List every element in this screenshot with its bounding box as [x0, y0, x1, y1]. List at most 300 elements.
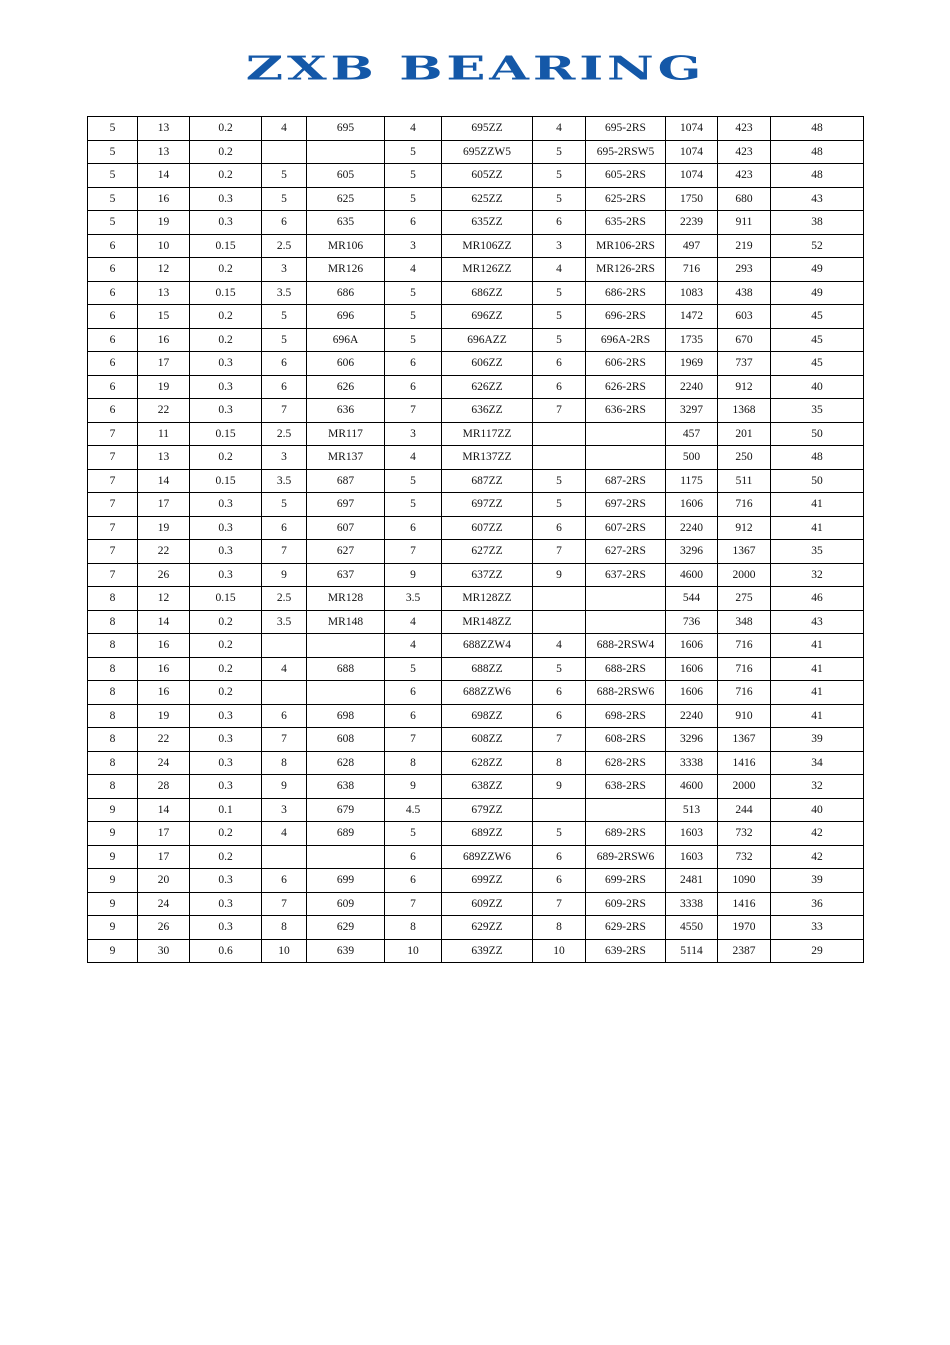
table-cell: 8 [88, 657, 138, 681]
table-cell: 716 [718, 681, 771, 705]
table-cell: 636ZZ [442, 399, 533, 423]
table-cell: MR128ZZ [442, 587, 533, 611]
table-cell: 9 [88, 798, 138, 822]
table-cell: 696A-2RS [586, 328, 666, 352]
table-cell: 626-2RS [586, 375, 666, 399]
table-cell: 679 [307, 798, 385, 822]
table-cell: 19 [138, 211, 190, 235]
table-cell: 22 [138, 399, 190, 423]
table-cell: 1606 [666, 634, 718, 658]
table-cell: 687ZZ [442, 469, 533, 493]
table-cell: 0.2 [190, 634, 262, 658]
table-cell: 5 [88, 164, 138, 188]
table-cell: 3 [262, 798, 307, 822]
table-cell [307, 681, 385, 705]
table-cell: 1074 [666, 117, 718, 141]
table-cell: 638-2RS [586, 775, 666, 799]
table-cell: 635ZZ [442, 211, 533, 235]
table-cell [586, 422, 666, 446]
table-cell: 5 [262, 328, 307, 352]
table-cell: 910 [718, 704, 771, 728]
table-cell: 6 [385, 375, 442, 399]
table-cell: 9 [88, 869, 138, 893]
table-cell: 5 [88, 117, 138, 141]
table-row [88, 446, 864, 470]
table-cell: 716 [718, 634, 771, 658]
table-cell: 3 [262, 258, 307, 282]
table-cell: 9 [385, 775, 442, 799]
table-cell: 2240 [666, 375, 718, 399]
table-cell: 5 [533, 140, 586, 164]
table-cell: 1750 [666, 187, 718, 211]
table-cell [533, 610, 586, 634]
table-cell: 5 [385, 328, 442, 352]
table-cell: 0.3 [190, 892, 262, 916]
table-cell: 8 [88, 610, 138, 634]
table-cell: 1367 [718, 540, 771, 564]
table-row [88, 375, 864, 399]
table-cell: 0.2 [190, 446, 262, 470]
table-cell: 8 [88, 634, 138, 658]
table-cell: 8 [385, 751, 442, 775]
table-row [88, 140, 864, 164]
table-row [88, 328, 864, 352]
table-cell: 6 [88, 305, 138, 329]
table-cell: 30 [138, 939, 190, 963]
table-cell: 687 [307, 469, 385, 493]
table-cell: 605-2RS [586, 164, 666, 188]
table-cell: 219 [718, 234, 771, 258]
table-cell: 13 [138, 117, 190, 141]
table-cell: 0.3 [190, 211, 262, 235]
table-cell [586, 798, 666, 822]
table-cell: 35 [771, 399, 864, 423]
table-cell: 3296 [666, 728, 718, 752]
table-cell [307, 845, 385, 869]
table-cell: 8 [533, 916, 586, 940]
table-cell: 628ZZ [442, 751, 533, 775]
table-row [88, 587, 864, 611]
table-cell: 716 [718, 657, 771, 681]
table-cell: 7 [385, 728, 442, 752]
table-cell: 911 [718, 211, 771, 235]
table-cell: 46 [771, 587, 864, 611]
table-cell: 1606 [666, 681, 718, 705]
table-cell: 0.15 [190, 469, 262, 493]
table-row [88, 187, 864, 211]
table-row [88, 634, 864, 658]
table-cell: 13 [138, 446, 190, 470]
table-cell: 4 [385, 610, 442, 634]
table-body [88, 117, 864, 963]
table-cell: 7 [88, 516, 138, 540]
table-cell: 5 [533, 469, 586, 493]
table-cell: 9 [262, 775, 307, 799]
table-row [88, 845, 864, 869]
table-cell: 4600 [666, 563, 718, 587]
table-cell: 697 [307, 493, 385, 517]
table-cell: 687-2RS [586, 469, 666, 493]
table-cell: 5 [385, 657, 442, 681]
table-cell: 686 [307, 281, 385, 305]
table-cell: 0.15 [190, 587, 262, 611]
table-cell: 688-2RS [586, 657, 666, 681]
table-cell: 696ZZ [442, 305, 533, 329]
table-row [88, 751, 864, 775]
table-cell: 7 [262, 892, 307, 916]
table-cell: 7 [88, 563, 138, 587]
table-cell: 32 [771, 775, 864, 799]
table-cell: MR128 [307, 587, 385, 611]
table-cell: MR148ZZ [442, 610, 533, 634]
table-cell: 12 [138, 258, 190, 282]
table-cell: 5 [533, 281, 586, 305]
table-cell: 626 [307, 375, 385, 399]
table-cell: 41 [771, 657, 864, 681]
table-cell: 609-2RS [586, 892, 666, 916]
table-cell: 0.3 [190, 775, 262, 799]
table-cell: 7 [533, 540, 586, 564]
table-cell: 32 [771, 563, 864, 587]
table-cell: 689-2RS [586, 822, 666, 846]
table-cell: 5 [533, 822, 586, 846]
table-cell: 699-2RS [586, 869, 666, 893]
table-cell: 6 [385, 516, 442, 540]
table-cell: 1074 [666, 164, 718, 188]
table-cell: 1416 [718, 892, 771, 916]
table-cell [586, 610, 666, 634]
table-cell: 2000 [718, 775, 771, 799]
table-cell: 629 [307, 916, 385, 940]
table-cell: 0.2 [190, 258, 262, 282]
table-row [88, 563, 864, 587]
table-cell: 5 [533, 493, 586, 517]
table-cell: 629ZZ [442, 916, 533, 940]
table-cell: 1969 [666, 352, 718, 376]
table-cell [262, 681, 307, 705]
table-cell: 697-2RS [586, 493, 666, 517]
table-cell: 9 [385, 563, 442, 587]
table-cell: 6 [385, 704, 442, 728]
table-cell: 679ZZ [442, 798, 533, 822]
table-cell: 637 [307, 563, 385, 587]
table-cell: 1735 [666, 328, 718, 352]
table-cell: 0.3 [190, 540, 262, 564]
table-cell: 5 [385, 305, 442, 329]
table-cell: 606ZZ [442, 352, 533, 376]
table-cell: 3.5 [262, 469, 307, 493]
table-cell: 39 [771, 869, 864, 893]
table-cell: 28 [138, 775, 190, 799]
table-cell: 626ZZ [442, 375, 533, 399]
table-row [88, 399, 864, 423]
table-cell: 8 [88, 751, 138, 775]
bearing-spec-table [87, 116, 864, 963]
table-cell: 609 [307, 892, 385, 916]
table-cell: 201 [718, 422, 771, 446]
table-cell: 5 [385, 281, 442, 305]
table-cell: 2.5 [262, 422, 307, 446]
table-cell: 19 [138, 704, 190, 728]
table-cell: 244 [718, 798, 771, 822]
table-cell: 5 [262, 305, 307, 329]
table-cell: 680 [718, 187, 771, 211]
table-cell: 9 [88, 845, 138, 869]
table-cell: 0.3 [190, 563, 262, 587]
table-row [88, 211, 864, 235]
table-cell: 513 [666, 798, 718, 822]
table-cell: 50 [771, 469, 864, 493]
table-cell: 6 [88, 234, 138, 258]
table-cell: 17 [138, 493, 190, 517]
table-cell: 716 [666, 258, 718, 282]
table-cell: 7 [385, 540, 442, 564]
table-cell: 5 [385, 822, 442, 846]
table-cell: 608-2RS [586, 728, 666, 752]
table-cell: 11 [138, 422, 190, 446]
table-cell: 10 [385, 939, 442, 963]
table-cell: 686ZZ [442, 281, 533, 305]
table-cell: 0.3 [190, 352, 262, 376]
table-cell: 0.15 [190, 234, 262, 258]
table-row [88, 516, 864, 540]
table-cell: 698-2RS [586, 704, 666, 728]
table-cell: 7 [88, 446, 138, 470]
table-row [88, 822, 864, 846]
table-cell: 912 [718, 516, 771, 540]
table-cell: 5 [88, 140, 138, 164]
table-cell: 6 [533, 681, 586, 705]
table-cell: MR106-2RS [586, 234, 666, 258]
table-cell: 4 [262, 822, 307, 846]
table-cell: MR117ZZ [442, 422, 533, 446]
table-cell: 5 [533, 328, 586, 352]
table-cell: 2240 [666, 704, 718, 728]
table-cell: 438 [718, 281, 771, 305]
table-cell: 5 [385, 493, 442, 517]
table-cell: 16 [138, 328, 190, 352]
table-cell: 35 [771, 540, 864, 564]
table-cell: 6 [385, 211, 442, 235]
table-cell: 7 [262, 728, 307, 752]
table-cell: MR126ZZ [442, 258, 533, 282]
table-cell: 5 [385, 164, 442, 188]
table-cell: 0.2 [190, 681, 262, 705]
table-cell: 606 [307, 352, 385, 376]
table-cell: 5 [385, 140, 442, 164]
table-cell: 699ZZ [442, 869, 533, 893]
table-cell: 0.2 [190, 610, 262, 634]
table-cell: 0.15 [190, 422, 262, 446]
table-cell: 0.3 [190, 869, 262, 893]
table-cell: 637ZZ [442, 563, 533, 587]
table-cell [262, 634, 307, 658]
table-cell: 4550 [666, 916, 718, 940]
table-cell: 7 [88, 540, 138, 564]
table-cell: 14 [138, 469, 190, 493]
table-cell: 22 [138, 540, 190, 564]
table-row [88, 164, 864, 188]
table-cell: 10 [533, 939, 586, 963]
table-row [88, 892, 864, 916]
table-cell: 3 [533, 234, 586, 258]
table-cell: 6 [88, 399, 138, 423]
table-cell: 5 [88, 211, 138, 235]
table-cell: 45 [771, 305, 864, 329]
table-cell: 9 [88, 822, 138, 846]
table-cell: 20 [138, 869, 190, 893]
table-cell: 5 [262, 187, 307, 211]
table-cell: 6 [262, 211, 307, 235]
table-cell: 9 [88, 916, 138, 940]
table-cell: 5 [533, 305, 586, 329]
brand-logo [0, 44, 950, 94]
table-cell: 6 [385, 681, 442, 705]
table-row [88, 422, 864, 446]
table-cell: 2239 [666, 211, 718, 235]
table-cell: 19 [138, 375, 190, 399]
table-cell: 250 [718, 446, 771, 470]
table-cell: 732 [718, 845, 771, 869]
table-cell: 639 [307, 939, 385, 963]
table-cell: 609ZZ [442, 892, 533, 916]
table-row [88, 258, 864, 282]
table-cell: 8 [88, 587, 138, 611]
table-cell: 42 [771, 845, 864, 869]
table-cell: 688-2RSW4 [586, 634, 666, 658]
table-cell: 625 [307, 187, 385, 211]
table-row [88, 704, 864, 728]
table-cell: 0.2 [190, 822, 262, 846]
table-cell: 16 [138, 634, 190, 658]
table-cell: 4.5 [385, 798, 442, 822]
table-cell: 7 [533, 399, 586, 423]
table-cell: 695-2RSW5 [586, 140, 666, 164]
table-cell: 627ZZ [442, 540, 533, 564]
table-cell: 670 [718, 328, 771, 352]
table-row [88, 681, 864, 705]
table-cell: MR126 [307, 258, 385, 282]
table-cell: 33 [771, 916, 864, 940]
table-cell: 26 [138, 563, 190, 587]
table-cell: 48 [771, 164, 864, 188]
table-cell: 7 [88, 469, 138, 493]
table-cell: 1603 [666, 845, 718, 869]
table-cell: 43 [771, 610, 864, 634]
table-cell: 41 [771, 681, 864, 705]
table-cell: 1368 [718, 399, 771, 423]
table-cell: 43 [771, 187, 864, 211]
table-cell: 625-2RS [586, 187, 666, 211]
table-cell: 16 [138, 187, 190, 211]
table-cell: MR148 [307, 610, 385, 634]
table-cell: 0.3 [190, 728, 262, 752]
table-cell: 636 [307, 399, 385, 423]
table-cell: 39 [771, 728, 864, 752]
table-cell: 697ZZ [442, 493, 533, 517]
table-cell: 0.2 [190, 164, 262, 188]
table-cell: 38 [771, 211, 864, 235]
table-cell: 14 [138, 164, 190, 188]
table-cell: 7 [88, 493, 138, 517]
table-cell: 637-2RS [586, 563, 666, 587]
table-cell: 4 [533, 634, 586, 658]
table-cell: 629-2RS [586, 916, 666, 940]
table-cell: 638 [307, 775, 385, 799]
table-cell: 457 [666, 422, 718, 446]
table-cell [533, 798, 586, 822]
table-cell: 695ZZW5 [442, 140, 533, 164]
table-cell: 9 [533, 775, 586, 799]
table-cell [533, 446, 586, 470]
table-cell: 7 [533, 892, 586, 916]
table-cell: 3338 [666, 751, 718, 775]
table-cell: 696 [307, 305, 385, 329]
table-cell: 2000 [718, 563, 771, 587]
table-cell: 639-2RS [586, 939, 666, 963]
table-cell: 423 [718, 117, 771, 141]
table-cell [533, 587, 586, 611]
table-row [88, 117, 864, 141]
table-cell: 698 [307, 704, 385, 728]
table-cell: 6 [533, 704, 586, 728]
table-cell: 6 [385, 869, 442, 893]
table-cell: 688 [307, 657, 385, 681]
table-cell: 8 [88, 681, 138, 705]
table-cell: 695 [307, 117, 385, 141]
table-cell: 1083 [666, 281, 718, 305]
table-cell: 275 [718, 587, 771, 611]
table-cell: 4 [385, 634, 442, 658]
table-cell: 49 [771, 258, 864, 282]
table-cell: 6 [262, 352, 307, 376]
table-cell: 0.2 [190, 305, 262, 329]
table-cell: 7 [385, 892, 442, 916]
table-cell: 7 [262, 399, 307, 423]
table-cell: 4 [533, 258, 586, 282]
table-cell: 6 [533, 211, 586, 235]
table-cell: 34 [771, 751, 864, 775]
table-cell: 6 [88, 281, 138, 305]
table-cell: 5114 [666, 939, 718, 963]
table-cell: 3297 [666, 399, 718, 423]
table-cell: 6 [262, 375, 307, 399]
table-cell: 52 [771, 234, 864, 258]
table-cell: 4 [262, 657, 307, 681]
table-cell: 605ZZ [442, 164, 533, 188]
table-cell: 16 [138, 681, 190, 705]
table-cell: 8 [262, 916, 307, 940]
table-cell: 607 [307, 516, 385, 540]
table-cell: 8 [533, 751, 586, 775]
table-cell: 8 [385, 916, 442, 940]
table-cell: 5 [88, 187, 138, 211]
table-cell [262, 140, 307, 164]
table-cell: MR126-2RS [586, 258, 666, 282]
table-cell: 9 [88, 939, 138, 963]
table-cell: 16 [138, 657, 190, 681]
table-row [88, 469, 864, 493]
table-cell: 0.15 [190, 281, 262, 305]
table-cell: 607ZZ [442, 516, 533, 540]
table-cell: 0.3 [190, 704, 262, 728]
table-cell: 2.5 [262, 234, 307, 258]
table-cell: 4600 [666, 775, 718, 799]
table-cell: 627-2RS [586, 540, 666, 564]
table-cell: 50 [771, 422, 864, 446]
table-cell: 0.2 [190, 845, 262, 869]
table-cell: 689-2RSW6 [586, 845, 666, 869]
